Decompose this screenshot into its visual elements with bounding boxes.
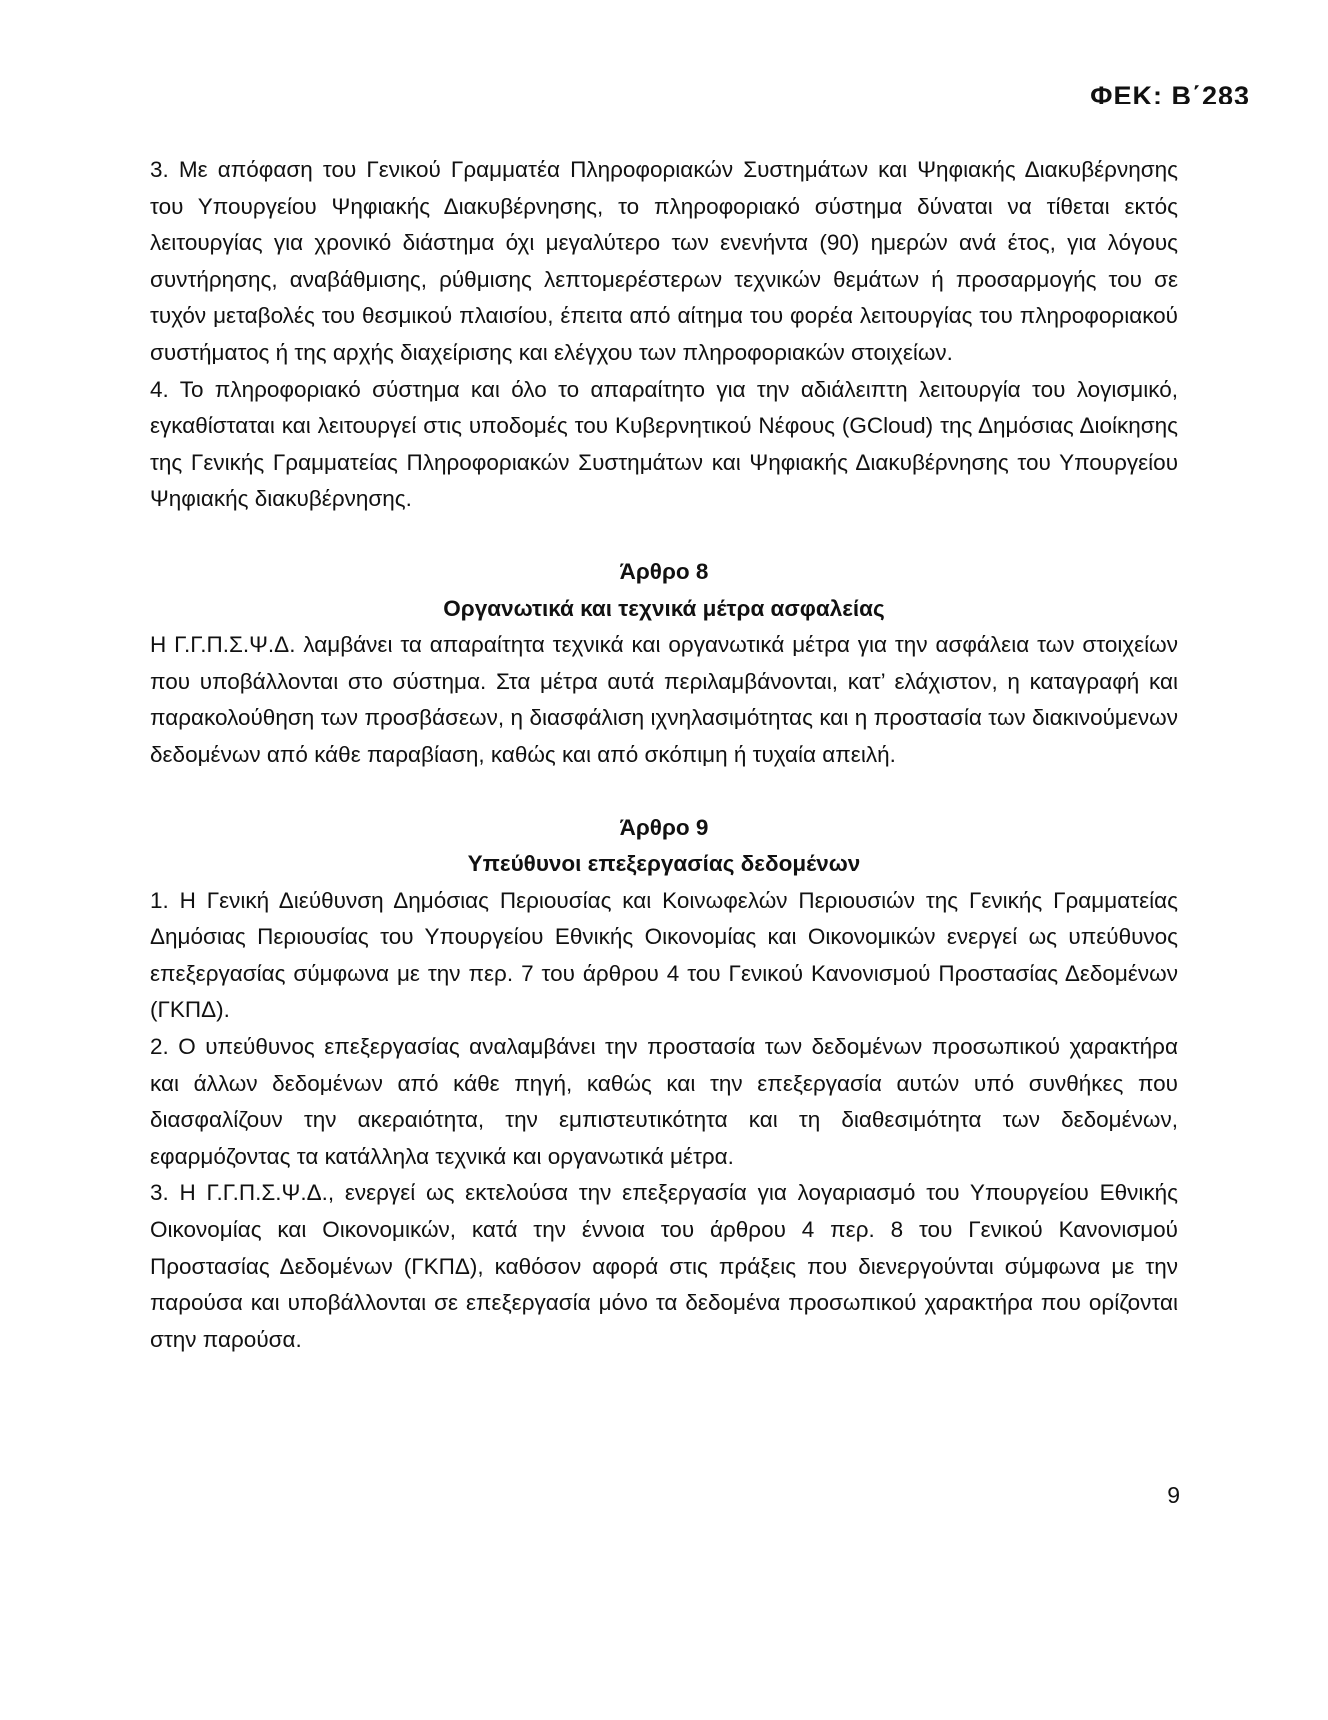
paragraph-4: 4. Το πληροφοριακό σύστημα και όλο το απαραίτητο για την αδιάλειπτη λειτουργία του λογισμικό, εγκαθίσταται και λειτουργεί στις υποδομές του Κυβερνητικού Νέφους (GCloud) της Δημόσιας Διοίκησης της Γενικής Γραμματείας Πληροφοριακών Συστημάτων και Ψηφιακής Διακυβέρνησης του Υπουργείου Ψηφιακής διακυβέρνησης.	[150, 376, 1178, 512]
article-9-title: Υπεύθυνοι επεξεργασίας δεδομένων	[467, 851, 861, 877]
gazette-header: ΦΕΚ: Β΄283	[1090, 81, 1250, 104]
paragraph-3: 3. Με απόφαση του Γενικού Γραμματέα Πληροφοριακών Συστημάτων και Ψηφιακής Διακυβέρνησης του Υπουργείου Ψηφιακής Διακυβέρνησης, το πληροφοριακό σύστημα δύναται να τίθεται εκτός λειτουργίας για χρονικό διάστημα όχι μεγαλύτερο των ενενήντα (90) ημερών ανά έτος, για λόγους συντήρησης, αναβάθμισης, ρύθμισης λεπτομερέστερων τεχνικών θεμάτων ή προσαρμογής του σε τυχόν μεταβολές του θεσμικού πλαισίου, έπειτα από αίτημα του φορέα λειτουργίας του πληροφοριακού συστήματος ή της αρχής διαχείρισης και ελέγχου των πληροφοριακών στοιχείων.	[150, 157, 1178, 365]
article-8	[150, 554, 1178, 774]
article-9-paragraph-1: 1. Η Γενική Διεύθυνση Δημόσιας Περιουσίας και Κοινωφελών Περιουσιών της Γενικής Γραμματείας Δημόσιας Περιουσίας του Υπουργείου Εθνικής Οικονομίας και Οικονομικών ενεργεί ως υπεύθυνος επεξεργασίας σύμφωνα με την περ. 7 του άρθρου 4 του Γενικού Κανονισμού Προστασίας Δεδομένων (ΓΚΠΔ).	[150, 887, 1178, 1023]
document-body	[150, 152, 1178, 1358]
section-top	[150, 152, 1178, 518]
article-8-title: Οργανωτικά και τεχνικά μέτρα ασφαλείας	[443, 595, 885, 621]
article-9-number: Άρθρο 9	[619, 814, 709, 840]
article-9-paragraph-2: 2. Ο υπεύθυνος επεξεργασίας αναλαμβάνει την προστασία των δεδομένων προσωπικού χαρακτήρα και άλλων δεδομένων από κάθε πηγή, καθώς και την επεξεργασία αυτών υπό συνθήκες που διασφαλίζουν την ακεραιότητα, την εμπιστευτικότητα και τη διαθεσιμότητα των δεδομένων, εφαρμόζοντας τα κατάλληλα τεχνικά και οργανωτικά μέτρα.	[150, 1034, 1178, 1169]
page-number: 9	[1167, 1482, 1180, 1508]
article-8-paragraph: Η Γ.Γ.Π.Σ.Ψ.Δ. λαμβάνει τα απαραίτητα τεχνικά και οργανωτικά μέτρα για την ασφάλεια των στοιχείων που υποβάλλονται στο σύστημα. Στα μέτρα αυτά περιλαμβάνονται, κατ’ ελάχιστον, η καταγραφή και παρακολούθηση των προσβάσεων, η διασφάλιση ιχνηλασιμότητας και η προστασία των διακινούμενων δεδομένων από κάθε παραβίαση, καθώς και από σκόπιμη ή τυχαία απειλή.	[150, 632, 1178, 767]
article-9	[150, 810, 1178, 1359]
article-9-paragraph-3: 3. Η Γ.Γ.Π.Σ.Ψ.Δ., ενεργεί ως εκτελούσα την επεξεργασία για λογαριασμό του Υπουργείου Εθνικής Οικονομίας και Οικονομικών, κατά την έννοια του άρθρου 4 περ. 8 του Γενικού Κανονισμού Προστασίας Δεδομένων (ΓΚΠΔ), καθόσον αφορά στις πράξεις που διενεργούνται σύμφωνα με την παρούσα και υποβάλλονται σε επεξεργασία μόνο τα δεδομένα προσωπικού χαρακτήρα που ορίζονται στην παρούσα.	[150, 1180, 1178, 1352]
article-8-number: Άρθρο 8	[619, 558, 709, 584]
